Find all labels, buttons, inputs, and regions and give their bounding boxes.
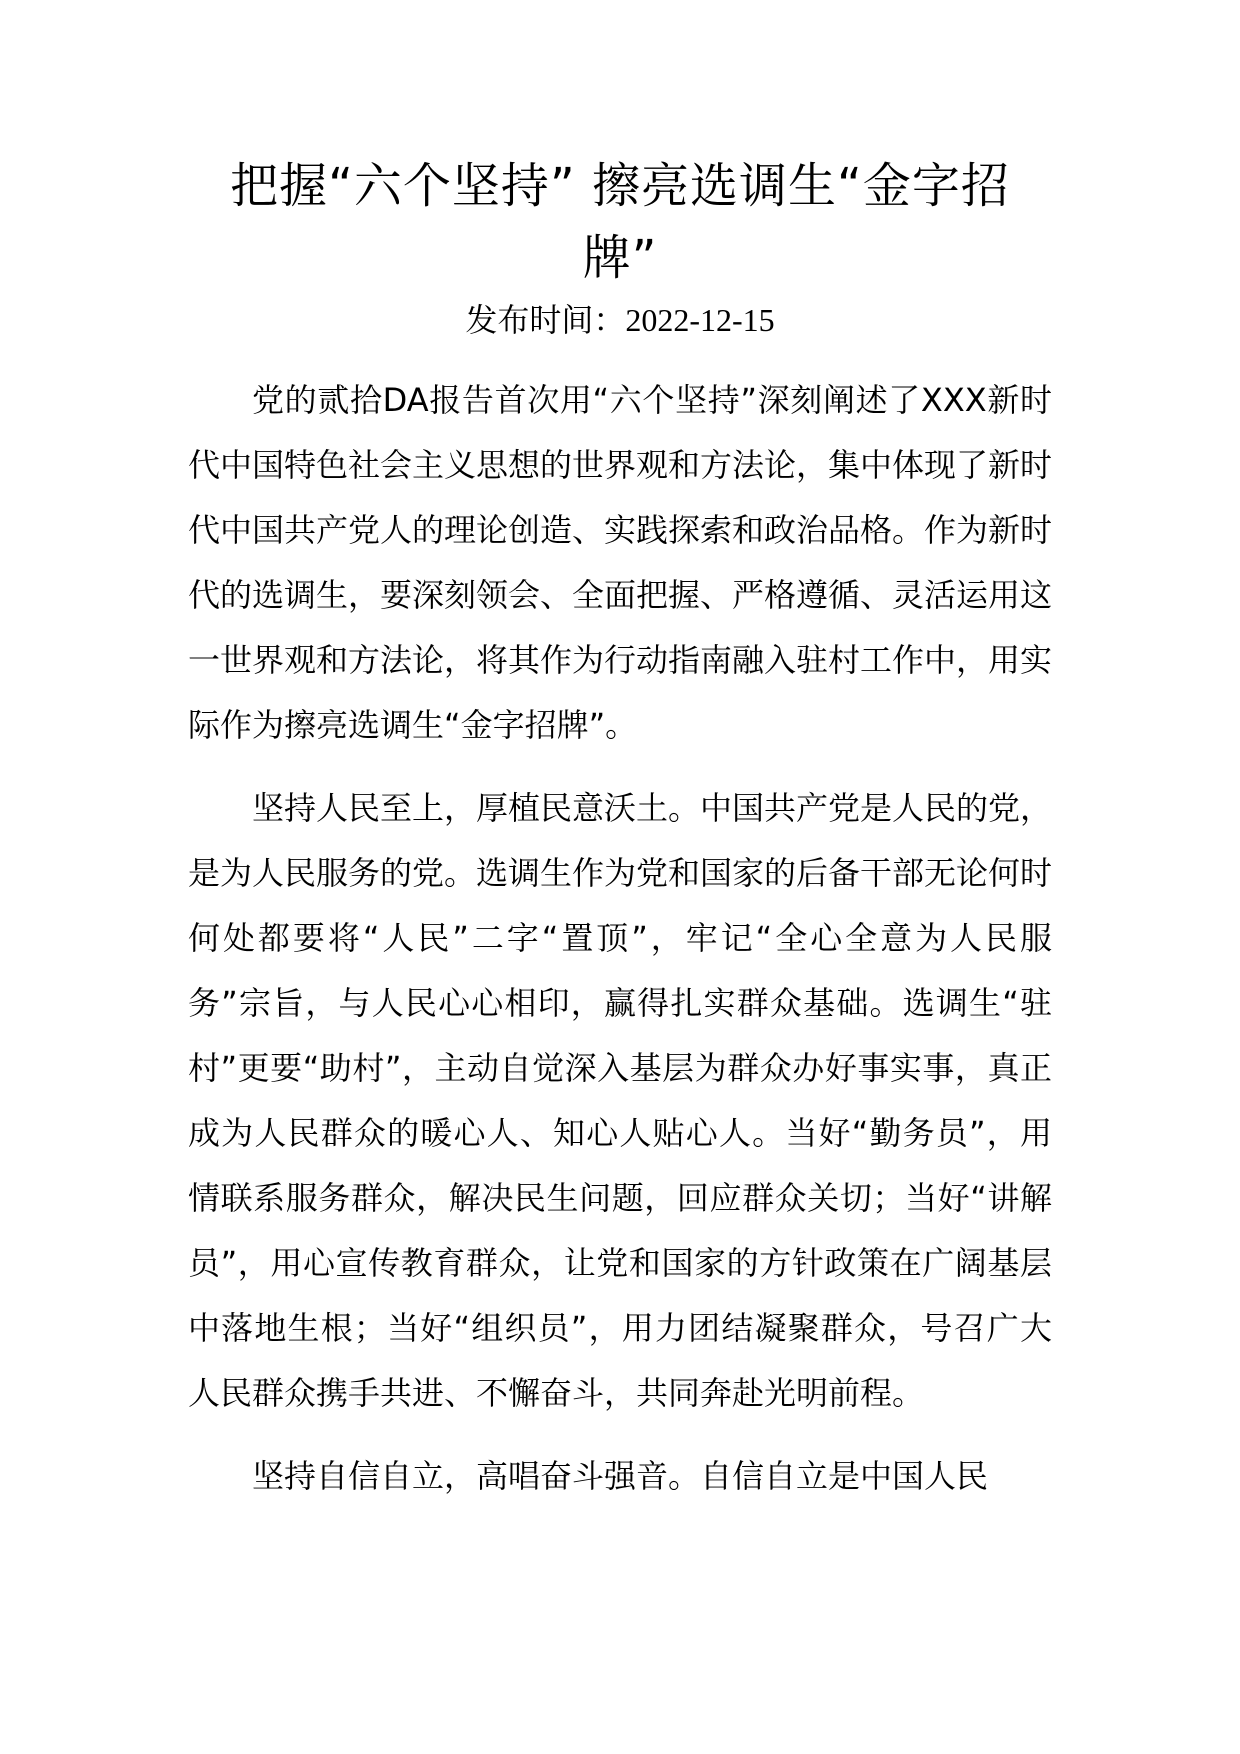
document-title: 把握“六个坚持” 擦亮选调生“金字招牌” xyxy=(230,158,1010,286)
paragraph-2: 坚持人民至上，厚植民意沃土。中国共产党是人民的党，是为人民服务的党。选调生作为党和国家的后备干部无论何时何处都要将“人民”二字“置顶”，牢记“全心全意为人民服务”宗旨，与人民心心相印，赢得扎实群众基础。选调生“驻村”更要“助村”，主动自觉深入基层为群众办好事实事，真正成为人民群众的暖心人、知心人贴心人。当好“勤务员”，用情联系服务群众，解决民生问题，回应群众关切；当好“讲解员”，用心宣传教育群众，让党和国家的方针政策在广阔基层中落地生根；当好“组织员”，用力团结凝聚群众，号召广大人民群众携手共进、不懈奋斗，共同奔赴光明前程。 xyxy=(188,789,1053,1412)
paragraph-3: 坚持自信自立，高唱奋斗强音。自信自立是中国人民 xyxy=(252,1457,989,1495)
document-body xyxy=(188,368,1052,1527)
publish-date-label: 发布时间： xyxy=(465,301,626,339)
publish-date xyxy=(200,300,1040,340)
publish-date-value: 2022-12-15 xyxy=(625,302,775,338)
paragraph-1: 党的贰拾DA报告首次用“六个坚持”深刻阐述了XXX新时代中国特色社会主义思想的世界观和方法论，集中体现了新时代中国共产党人的理论创造、实践探索和政治品格。作为新时代的选调生，要深刻领会、全面把握、严格遵循、灵活运用这一世界观和方法论，将其作为行动指南融入驻村工作中，用实际作为擦亮选调生“金字招牌”。 xyxy=(188,381,1053,744)
